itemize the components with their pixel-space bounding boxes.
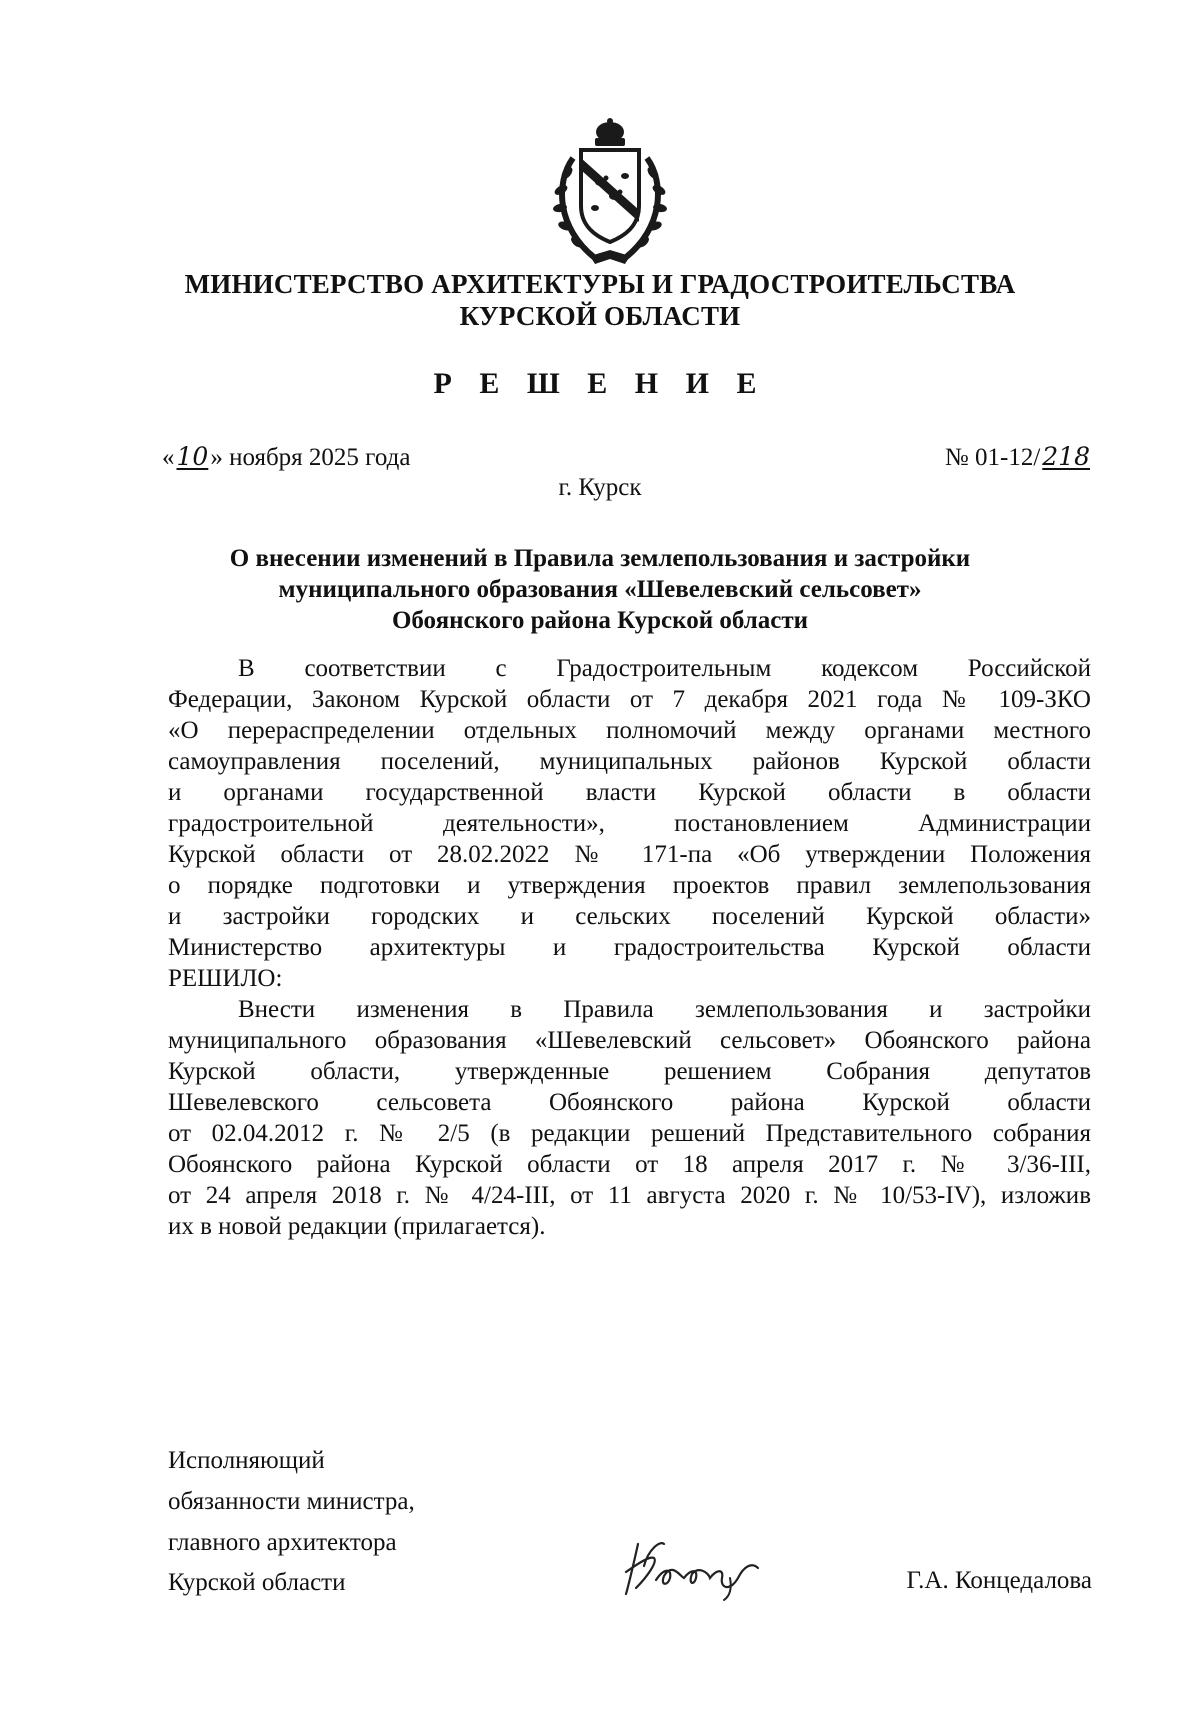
signature-position-line: Курской области <box>168 1569 346 1596</box>
body-line: от 02.04.2012 г. № 2/5 (в редакции решений Представительного собрания <box>168 1120 1091 1147</box>
body-line: Курской области от 28.02.2022 № 171-па «Об утверждении Положения <box>168 841 1091 868</box>
body-line: самоуправления поселений, муниципальных районов Курской области <box>168 748 1091 775</box>
body-line: от 24 апреля 2018 г. № 4/24-III, от 11 августа 2020 г. № 10/53-IV), изложив <box>168 1182 1091 1209</box>
signer-name: Г.А. Концедалова <box>906 1567 1092 1594</box>
handwritten-signature-icon <box>620 1532 765 1602</box>
body-line: Курской области, утвержденные решением Собрания депутатов <box>168 1058 1091 1085</box>
document-number <box>945 442 1092 472</box>
signature-position-line: обязанности министра, <box>168 1488 415 1515</box>
date-month-year: » ноября 2025 года <box>210 444 411 471</box>
signature-position-line: главного архитектора <box>168 1529 397 1556</box>
body-line: Обоянского района Курской области от 18 апреля 2017 г. № 3/36-III, <box>168 1151 1091 1178</box>
subject-line: муниципального образования «Шевелевский сельсовет» <box>278 576 922 603</box>
body-line: градостроительной деятельности», постановлением Администрации <box>168 810 1091 837</box>
document-city: г. Курск <box>558 474 642 501</box>
body-line: Министерство архитектуры и градостроительства Курской области <box>168 934 1091 961</box>
document-date <box>162 442 410 472</box>
body-line: Шевелевского сельсовета Обоянского района Курской области <box>168 1089 1091 1116</box>
document-kind-title: Р Е Ш Е Н И Е <box>433 367 767 400</box>
organization-name-line1: МИНИСТЕРСТВО АРХИТЕКТУРЫ И ГРАДОСТРОИТЕЛЬСТВА <box>184 269 1016 299</box>
organization-name-line2: КУРСКОЙ ОБЛАСТИ <box>459 301 741 331</box>
body-line: их в новой редакции (прилагается). <box>168 1213 546 1240</box>
document-number-handwritten: 218 <box>1042 442 1090 471</box>
kursk-region-coat-of-arms-icon <box>545 118 675 268</box>
body-line: Внести изменения в Правила землепользования и застройки <box>238 996 1091 1023</box>
document-number-prefix: № 01-12/ <box>944 444 1041 471</box>
body-line: В соответствии с Градостроительным кодексом Российской <box>238 655 1091 682</box>
signature-position-line: Исполняющий <box>168 1447 325 1474</box>
body-line: о порядке подготовки и утверждения проектов правил землепользования <box>168 872 1091 899</box>
subject-line: Обоянского района Курской области <box>391 607 809 634</box>
body-line: РЕШИЛО: <box>168 965 283 992</box>
body-line: Федерации, Законом Курской области от 7 декабря 2021 года № 109-ЗКО <box>168 686 1091 713</box>
body-line: «О перераспределении отдельных полномочий между органами местного <box>168 717 1091 744</box>
subject-line: О внесении изменений в Правила землепользования и застройки <box>229 545 971 572</box>
date-day-handwritten: 10 <box>176 442 209 471</box>
body-line: муниципального образования «Шевелевский сельсовет» Обоянского района <box>168 1027 1091 1054</box>
date-open-quote: « <box>162 444 175 471</box>
body-line: и застройки городских и сельских поселений Курской области» <box>168 903 1091 930</box>
body-line: и органами государственной власти Курской области в области <box>168 779 1091 806</box>
